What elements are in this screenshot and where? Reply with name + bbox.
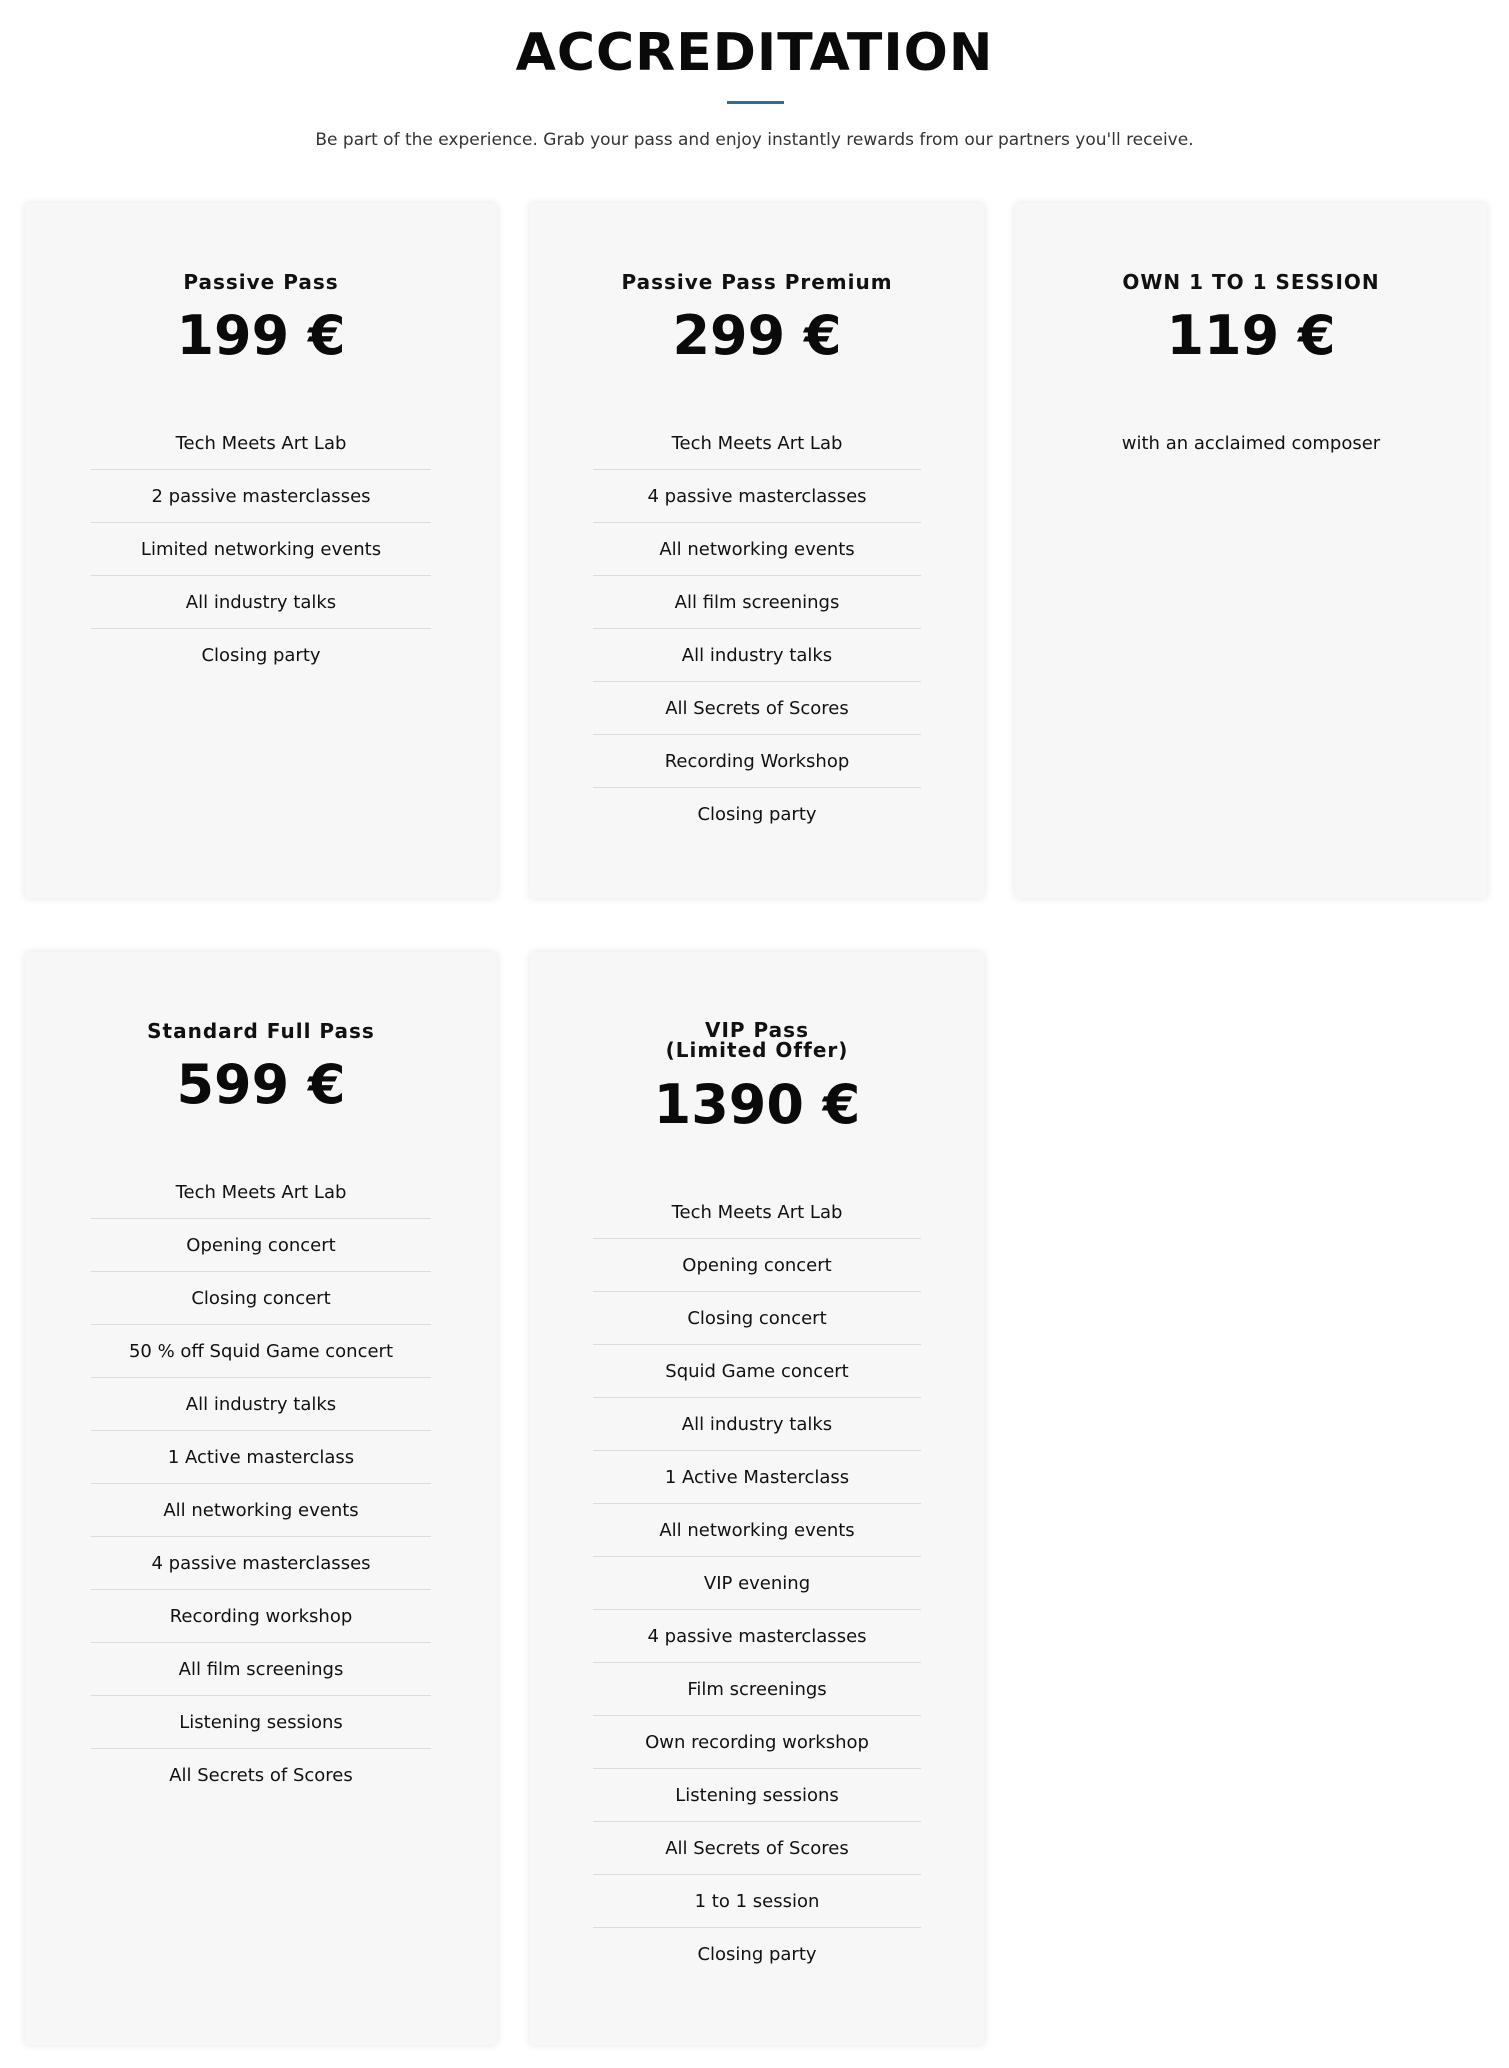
feature-item: All networking events (593, 1504, 921, 1557)
feature-item: All industry talks (593, 629, 921, 682)
feature-item: All Secrets of Scores (593, 682, 921, 735)
feature-item: Closing party (697, 804, 817, 825)
feature-item: Opening concert (91, 1219, 431, 1272)
feature-item: 2 passive masterclasses (91, 470, 431, 523)
pass-card-passive (25, 203, 497, 898)
feature-list (91, 1166, 431, 1802)
feature-item: 1 to 1 session (593, 1875, 921, 1928)
feature-item: VIP evening (593, 1557, 921, 1610)
feature-item: All networking events (91, 1484, 431, 1537)
feature-item: 1 Active Masterclass (593, 1451, 921, 1504)
feature-item: Tech Meets Art Lab (593, 1186, 921, 1239)
feature-item: Listening sessions (593, 1769, 921, 1822)
feature-item: Closing party (201, 645, 321, 666)
pass-price: 599 € (176, 1053, 346, 1116)
pass-price: 1390 € (653, 1073, 861, 1136)
pass-name: Passive Pass Premium (621, 270, 893, 294)
feature-item: Film screenings (593, 1663, 921, 1716)
feature-item: Opening concert (593, 1239, 921, 1292)
feature-item: Listening sessions (91, 1696, 431, 1749)
feature-list (91, 417, 431, 682)
pass-name: Passive Pass (183, 270, 339, 294)
pass-name: OWN 1 TO 1 SESSION (1122, 270, 1380, 294)
feature-list (593, 417, 921, 841)
feature-item: All industry talks (91, 576, 431, 629)
feature-item: Closing concert (593, 1292, 921, 1345)
feature-item: Recording workshop (91, 1590, 431, 1643)
pass-card-standard-full (25, 952, 497, 2045)
title-divider (727, 101, 784, 104)
feature-item: Tech Meets Art Lab (593, 417, 921, 470)
feature-item: 4 passive masterclasses (91, 1537, 431, 1590)
feature-list (593, 1186, 921, 1981)
pass-price: 299 € (672, 304, 842, 367)
feature-item: Limited networking events (91, 523, 431, 576)
feature-item: All film screenings (593, 576, 921, 629)
feature-item: Closing concert (91, 1272, 431, 1325)
feature-item: Closing party (697, 1944, 817, 1965)
feature-item: All Secrets of Scores (169, 1765, 353, 1786)
feature-item: Squid Game concert (593, 1345, 921, 1398)
pass-card-passive-premium (530, 203, 984, 898)
feature-item: 4 passive masterclasses (593, 1610, 921, 1663)
feature-item: All networking events (593, 523, 921, 576)
feature-item: All industry talks (91, 1378, 431, 1431)
feature-list (1081, 417, 1421, 470)
pass-price: 119 € (1166, 304, 1336, 367)
feature-item: All film screenings (91, 1643, 431, 1696)
feature-item: Tech Meets Art Lab (91, 1166, 431, 1219)
feature-item: 50 % off Squid Game concert (91, 1325, 431, 1378)
feature-item: Tech Meets Art Lab (91, 417, 431, 470)
page-title: ACCREDITATION (515, 23, 994, 83)
pass-card-one-to-one (1015, 203, 1487, 898)
pass-card-vip (530, 952, 984, 2045)
feature-item: with an acclaimed composer (1121, 433, 1381, 454)
pass-price: 199 € (176, 304, 346, 367)
pass-name: Standard Full Pass (147, 1019, 375, 1043)
pass-name: VIP Pass (Limited Offer) (665, 1018, 849, 1062)
page-subtitle: Be part of the experience. Grab your pass and enjoy instantly rewards from our partners you'll receive. (315, 130, 1194, 150)
feature-item: Recording Workshop (593, 735, 921, 788)
feature-item: 4 passive masterclasses (593, 470, 921, 523)
feature-item: All industry talks (593, 1398, 921, 1451)
feature-item: Own recording workshop (593, 1716, 921, 1769)
feature-item: All Secrets of Scores (593, 1822, 921, 1875)
feature-item: 1 Active masterclass (91, 1431, 431, 1484)
